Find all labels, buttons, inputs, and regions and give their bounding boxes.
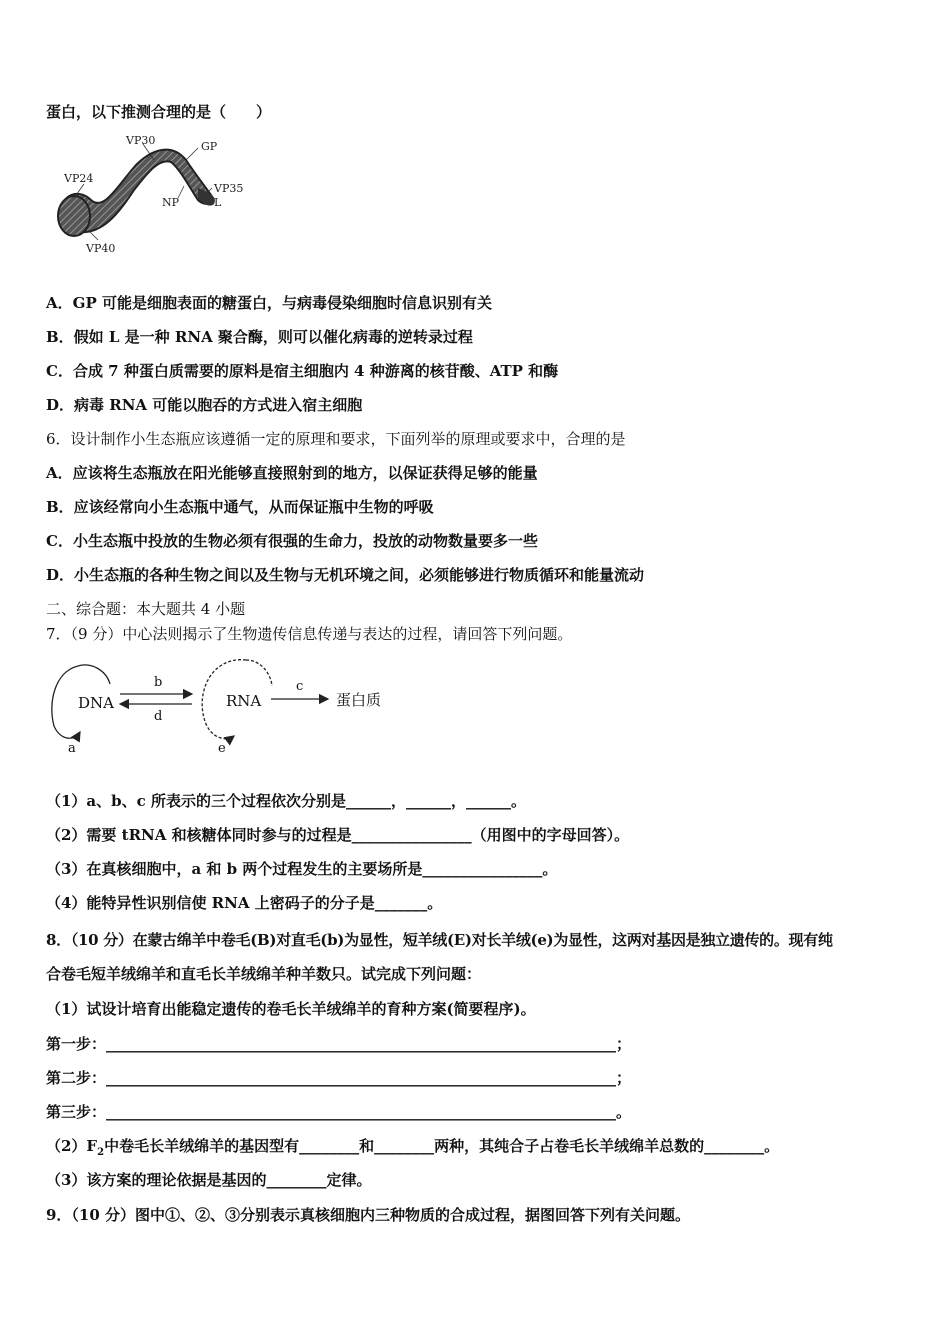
q7-part-4: （4）能特异性识别信使 RNA 上密码子的分子是_______。 xyxy=(46,894,443,912)
loop-a-top xyxy=(78,665,110,684)
q6-option-c: C．小生态瓶中投放的生物必须有很强的生命力，投放的动物数量要多一些 xyxy=(46,532,538,550)
q7-part-2: （2）需要 tRNA 和核糖体同时参与的过程是________________（用图中的字母回答）。 xyxy=(46,826,630,844)
label-protein: 蛋白质 xyxy=(336,691,382,709)
label-d: d xyxy=(154,709,163,724)
section-heading: 二、综合题：本大题共 4 小题 xyxy=(46,600,246,618)
label-l: L xyxy=(214,196,222,209)
label-rna: RNA xyxy=(226,692,262,710)
label-gp: GP xyxy=(201,140,218,153)
label-np: NP xyxy=(162,196,180,209)
q8-part-1: （1）试设计培育出能稳定遗传的卷毛长羊绒绵羊的育种方案(简要程序)。 xyxy=(46,1000,536,1018)
label-vp35: VP35 xyxy=(214,182,244,195)
label-vp24: VP24 xyxy=(64,172,94,185)
q6-option-d: D．小生态瓶的各种生物之间以及生物与无机环境之间，必须能够进行物质循环和能量流动 xyxy=(46,566,645,584)
label-b: b xyxy=(154,675,163,690)
q5-option-b: B．假如 L 是一种 RNA 聚合酶，则可以催化病毒的逆转录过程 xyxy=(46,328,473,346)
q6-stem: 6．设计制作小生态瓶应该遵循一定的原理和要求，下面列举的原理或要求中，合理的是 xyxy=(46,430,626,448)
q8-step-2: 第二步：____________________________________________________________________； xyxy=(46,1069,632,1087)
q8-part-2-prefix: （2）F xyxy=(46,1137,98,1155)
q6-option-a: A．应该将生态瓶放在阳光能够直接照射到的地方，以保证获得足够的能量 xyxy=(46,464,538,482)
virus-figure xyxy=(46,130,256,260)
q8-stem-line1: 8．（10 分）在蒙古绵羊中卷毛(B)对直毛(b)为显性，短羊绒(E)对长羊绒(e)为显性，这两对基因是独立遗传的。现有纯 xyxy=(46,931,833,949)
label-a: a xyxy=(68,741,76,754)
label-dna: DNA xyxy=(78,694,114,712)
label-vp30: VP30 xyxy=(126,134,156,147)
q9-stem: 9．（10 分）图中①、②、③分别表示真核细胞内三种物质的合成过程，据图回答下列有关问题。 xyxy=(46,1206,691,1224)
label-vp40: VP40 xyxy=(86,242,116,255)
q5-option-c: C．合成 7 种蛋白质需要的原料是宿主细胞内 4 种游离的核苷酸、ATP 和酶 xyxy=(46,362,559,380)
label-e: e xyxy=(218,741,226,754)
leader-gp xyxy=(186,148,198,160)
q5-option-a: A．GP 可能是细胞表面的糖蛋白，与病毒侵染细胞时信息识别有关 xyxy=(46,294,492,312)
q5-stem-tail: 蛋白，以下推测合理的是（ ） xyxy=(46,103,272,121)
q7-stem: 7．（9 分）中心法则揭示了生物遗传信息传递与表达的过程，请回答下列问题。 xyxy=(46,625,573,643)
q6-option-b: B．应该经常向小生态瓶中通气，从而保证瓶中生物的呼吸 xyxy=(46,498,434,516)
virus-end-left xyxy=(58,196,90,236)
q8-step-3: 第三步：____________________________________________________________________。 xyxy=(46,1103,632,1121)
q5-option-d: D．病毒 RNA 可能以胞吞的方式进入宿主细胞 xyxy=(46,396,363,414)
q8-stem-line2: 合卷毛短羊绒绵羊和直毛长羊绒绵羊种羊数只。试完成下列问题： xyxy=(46,965,482,983)
q8-step-1: 第一步：____________________________________________________________________； xyxy=(46,1035,632,1053)
q8-part-2-rest: 中卷毛长羊绒绵羊的基因型有________和________两种，其纯合子占卷毛长羊绒绵羊总数的________。 xyxy=(104,1137,780,1155)
q8-part-2 xyxy=(46,1136,779,1163)
label-c: c xyxy=(296,679,304,694)
loop-a xyxy=(52,666,80,738)
q8-part-3: （3）该方案的理论依据是基因的________定律。 xyxy=(46,1171,372,1189)
central-dogma-diagram xyxy=(46,654,396,754)
q8-part-2-sub: 2 xyxy=(97,1147,105,1158)
q7-part-1: （1）a、b、c 所表示的三个过程依次分别是______，______，______。 xyxy=(46,792,527,810)
q7-part-3: （3）在真核细胞中，a 和 b 两个过程发生的主要场所是________________。 xyxy=(46,860,558,878)
loop-e-top xyxy=(246,660,272,686)
